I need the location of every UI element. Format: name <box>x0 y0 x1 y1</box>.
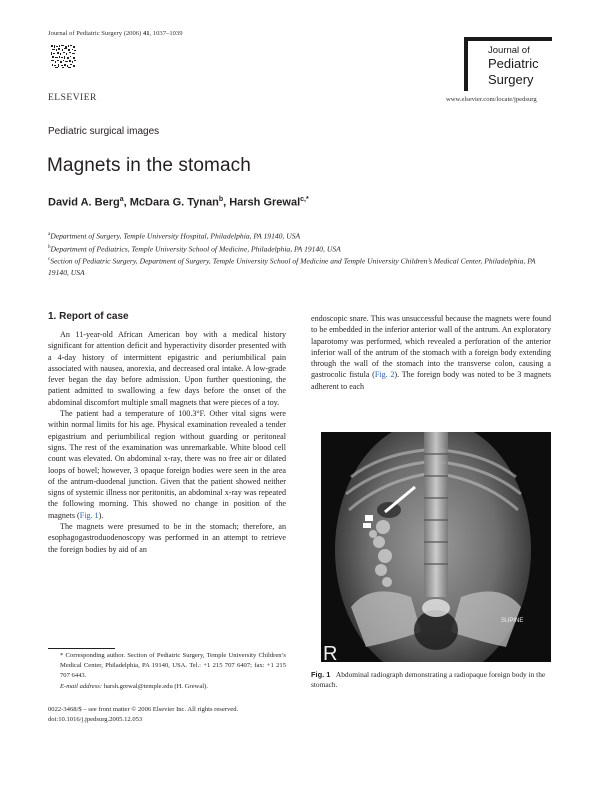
email-label: E-mail address: <box>60 682 103 690</box>
publisher-logo: ELSEVIER <box>48 93 97 103</box>
logo-line-3: Surgery <box>488 72 534 87</box>
journal-volume: 41 <box>142 30 150 37</box>
author-separator: , <box>123 196 130 209</box>
section-label: Pediatric surgical images <box>48 126 160 137</box>
email-link[interactable]: harsh.grewal@temple.edu (H. Grewal). <box>102 682 208 690</box>
figure-reference-link[interactable]: Fig. 1 <box>79 510 99 520</box>
author-affil-mark: a <box>119 196 124 203</box>
paragraph <box>48 408 286 521</box>
paragraph <box>311 313 551 392</box>
figure-caption-text: Abdominal radiograph demonstrating a radiopaque foreign body in the stomach. <box>311 670 546 690</box>
author-name: McDara G. Tynan <box>129 196 219 209</box>
affiliation-text: Department of Pediatrics, Temple University School of Medicine, Philadelphia, PA 19140, USA <box>50 244 341 254</box>
author-name: Harsh Grewal <box>229 196 301 209</box>
paragraph: An 11-year-old African American boy with a medical history significant for attention deficit and hyperactivity disorder presented with a 4-day history of intermittent epigastric and periumbilical pain associated with nausea, anorexia, and decreased oral intake. A low-grade fever began the day before admission. Upon further questioning, the patient admitted to swallowing a few days before the onset of the abdominal discomfort multiple small magnets that were pieces of a toy. <box>48 330 286 407</box>
journal-url[interactable]: www.elsevier.com/locate/jpedsurg <box>446 96 537 103</box>
xray-image <box>321 432 551 662</box>
footnote-rule <box>48 648 115 649</box>
affiliation-mark: b <box>48 244 51 250</box>
author-affil-mark: b <box>218 196 224 203</box>
copyright-block <box>48 705 238 725</box>
qr-code-icon <box>50 44 77 69</box>
journal-name: Journal of Pediatric Surgery (2006) <box>48 30 142 37</box>
left-column <box>48 329 286 555</box>
paragraph-text: The patient had a temperature of 100.3°F. Other vital signs were within normal limits for his age. Physical examination revealed a tender epigastrium and periumbilical region without guarding or peritoneal signs. The rest of the examination was unremarkable. White blood cell count was elevated. On abdominal x-ray, there was no free air or dilated loops of bowel; however, 3 opaque foreign bodies were seen in the area of the antrum-duodenal junction. Given that the patient showed neither signs of systemic illness nor peritonitis, an abdominal x-ray was repeated the following morning. This showed no change in position of the magnets ( <box>48 409 286 520</box>
affiliations <box>48 229 553 278</box>
affiliation-item <box>48 254 553 278</box>
section-heading: 1. Report of case <box>48 311 129 322</box>
copyright-text: 0022-3468/$ – see front matter © 2006 Elsevier Inc. All rights reserved. <box>48 706 239 713</box>
paragraph-text: ). The foreign body was noted to be 3 magnets adherent to each <box>311 370 551 391</box>
doi-text[interactable]: doi:10.1016/j.jpedsurg.2005.12.053 <box>48 716 143 724</box>
article-title: Magnets in the stomach <box>47 155 251 176</box>
figure-reference-link[interactable]: Fig. 2 <box>374 370 395 380</box>
affiliation-item <box>48 229 553 242</box>
figure-caption <box>311 670 551 691</box>
figure-label: Fig. 1 <box>311 670 331 679</box>
xray-r-marker: R <box>323 643 338 662</box>
journal-pages: , 1037–1039 <box>149 30 183 37</box>
right-column <box>311 313 551 392</box>
xray-supine-label: SUPINE <box>501 618 524 624</box>
paragraph-text: endoscopic snare. This was unsuccessful because the magnets were found to be embedded in the inferior anterior wall of the antrum. An exploratory laparotomy was performed, which revealed a perforation of the anterior inferior wall of the antrum of the stomach with a foreign body extending through the wall of the stomach into the transverse colon, causing a gastrocolic fistula ( <box>311 314 551 380</box>
journal-logo <box>464 37 552 91</box>
author-name: David A. Berg <box>48 196 120 209</box>
footnote <box>48 651 286 692</box>
email-line <box>48 682 286 692</box>
logo-line-2: Pediatric <box>488 56 539 71</box>
affiliation-text: Department of Surgery, Temple University Hospital, Philadelphia, PA 19140, USA <box>50 231 301 241</box>
journal-citation <box>48 30 183 37</box>
paragraph: The magnets were presumed to be in the stomach; therefore, an esophagogastroduodenoscopy was performed in an attempt to retrieve the foreign bodies by aid of an <box>48 522 286 554</box>
affiliation-mark: a <box>48 232 51 237</box>
author-list <box>48 196 309 209</box>
author-separator: , <box>223 196 230 209</box>
paragraph-text: ). <box>98 510 104 520</box>
author-affil-mark: c,* <box>300 196 309 203</box>
affiliation-text: Section of Pediatric Surgery, Department of Surgery, Temple University School of Medicine and Temple University Children’s Medical Center, Philadelphia, PA 19140, USA <box>48 257 536 278</box>
affiliation-item <box>48 242 553 255</box>
corresponding-author-note: * Corresponding author. Section of Pediatric Surgery, Temple University Children’s Medical Center, Philadelphia, PA 19140, USA. Tel.: +1 215 707 6407; fax: +1 215 707 6443. <box>60 652 286 680</box>
logo-line-1: Journal of <box>488 45 530 56</box>
affiliation-mark: c <box>48 257 51 263</box>
